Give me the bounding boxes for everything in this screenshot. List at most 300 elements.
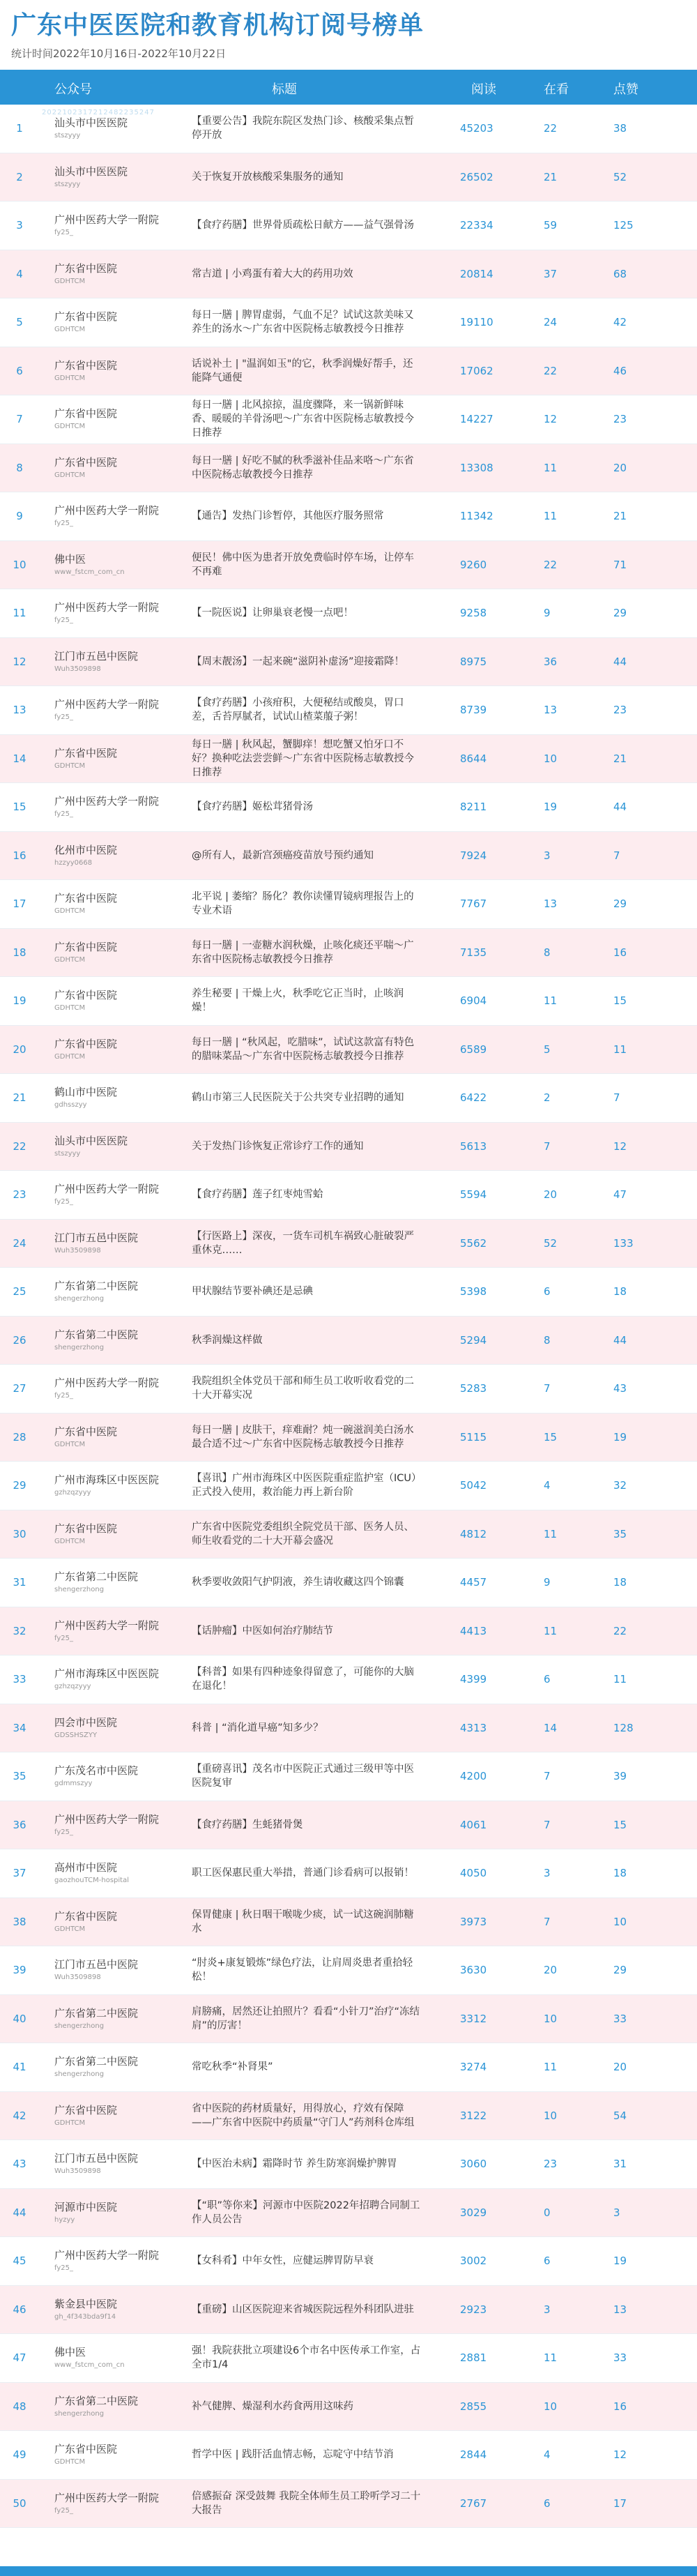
zai-cell: 7 [544,1139,551,1153]
account-cell [54,2140,180,2188]
table-row [0,638,697,687]
headline-cell[interactable]: 【科普】如果有四种迹象得留意了，可能你的大脑在退化！ [192,1667,414,1692]
table-row [0,2334,697,2383]
zai-cell: 10 [544,2012,558,2025]
table-row [0,1123,697,1172]
bottom-bar [0,2566,697,2576]
account-name[interactable]: 广东省中医院 [54,455,118,469]
rank-cell: 14 [13,752,26,765]
headline-cell[interactable]: 养生秘要 | 干燥上火，秋季吃它正当时，止咳润燥！ [192,988,404,1014]
account-id: Wuh3509898 [54,665,101,673]
account-cell [54,1704,180,1752]
headline-cell[interactable]: 【食疗药膳】莲子红枣炖雪蛤 [192,1189,323,1201]
headline-cell[interactable]: 每日一膳 | 秋风起，蟹脚痒！想吃蟹又怕牙口不好？换种吃法尝尝鲜～广东省中医院杨志敏教授今日推荐 [192,738,414,778]
account-name[interactable]: 广东省第二中医院 [54,2055,139,2068]
reads-cell: 4413 [460,1624,487,1637]
headline-cell[interactable]: 【中医治未病】霜降时节 养生防寒润燥护脾胃 [192,2158,397,2170]
account-name[interactable]: 化州市中医院 [54,843,118,856]
likes-cell: 16 [613,2400,627,2413]
zai-cell: 7 [544,1770,551,1783]
likes-cell: 35 [613,1527,627,1540]
account-name[interactable]: 广东省中医院 [54,1037,118,1050]
rank-cell: 40 [13,2012,26,2025]
account-cell [54,1462,180,1510]
headline-cell[interactable]: 每日一膳 | 一壶糖水润秋燥，止咳化痰还平喘～广东省中医院杨志敏教授今日推荐 [192,939,414,965]
headline-cell[interactable]: 常吉道 | 小鸡蛋有着大大的药用功效 [192,268,353,280]
account-id: stszyyy [54,180,81,188]
headline-cell[interactable]: 【重磅】山区医院迎来省城医院远程外科团队进驻 [192,2303,414,2315]
table-row [0,589,697,638]
rank-cell: 4 [16,267,23,280]
rank-cell: 38 [13,1915,26,1928]
zai-cell: 10 [544,2109,558,2122]
headline-cell[interactable]: 每日一膳 | 好吃不腻的秋季滋补佳品来咯～广东省中医院杨志敏教授今日推荐 [192,455,414,480]
account-name[interactable]: 广东省中医院 [54,2103,118,2116]
zai-cell: 4 [544,1479,551,1492]
header-account: 公众号 [54,82,92,97]
rank-cell: 2 [16,170,23,183]
likes-cell: 71 [613,558,627,571]
account-cell [54,1898,180,1946]
likes-cell: 21 [613,752,627,765]
reads-cell: 45203 [460,122,493,135]
headline-cell[interactable]: 每日一膳 | 皮肤干，痒难耐？炖一碗滋润美白汤水最合适不过～广东省中医院杨志敏教授今日推荐 [192,1424,414,1450]
account-name[interactable]: 广东省中医院 [54,989,118,1002]
headline-cell[interactable]: 每日一膳 | “秋风起，吃腊味”，试试这款富有特色的腊味菜品～广东省中医院杨志敏教授今日推荐 [192,1036,415,1062]
zai-cell: 9 [544,607,551,620]
likes-cell: 23 [613,704,627,717]
headline-cell[interactable]: 秋季润燥这样做 [192,1334,263,1346]
rank-cell: 43 [13,2158,26,2171]
likes-cell: 33 [613,2351,627,2365]
table-row [0,2286,697,2335]
likes-cell: 44 [613,655,627,668]
account-cell [54,444,180,492]
account-cell [54,783,180,831]
headline-cell[interactable]: 【行医路上】深夜，一货车司机车祸致心脏破裂严重休克…… [192,1230,414,1256]
headline-cell[interactable]: 秋季要收敛阳气护阴液，养生请收藏这四个锦囊 [192,1577,404,1589]
reads-cell: 4200 [460,1770,487,1783]
likes-cell: 22 [613,1624,627,1637]
likes-cell: 125 [613,219,634,232]
headline-cell[interactable]: 【女科肴】中年女性，应健运脾胃防早衰 [192,2255,374,2267]
table-row [0,2092,697,2141]
zai-cell: 8 [544,946,551,959]
account-name[interactable]: 江门市五邑中医院 [54,649,139,662]
zai-cell: 3 [544,1867,551,1880]
likes-cell: 47 [613,1188,627,1202]
reads-cell: 5398 [460,1285,487,1298]
headline-cell[interactable]: @所有人，最新宫颈癌疫苗放号预约通知 [192,849,374,861]
reads-cell: 4313 [460,1721,487,1734]
table-row [0,1220,697,1268]
account-cell [54,298,180,347]
account-id: fy25_ [54,520,73,528]
likes-cell: 7 [613,849,620,862]
likes-cell: 15 [613,994,627,1008]
table-row [0,250,697,299]
reads-cell: 2855 [460,2400,487,2413]
rank-cell: 12 [13,655,26,668]
account-name[interactable]: 广州市海珠区中医医院 [54,1667,160,1681]
likes-cell: 54 [613,2109,627,2122]
account-id: fy25_ [54,713,73,722]
headline-cell[interactable]: 常吃秋季“补肾果” [192,2061,273,2073]
account-id: GDHTCM [54,762,86,770]
likes-cell: 13 [613,2303,627,2316]
account-id: shengerzhong [54,1586,105,1594]
account-cell [54,2334,180,2382]
account-name[interactable]: 广州中医药大学一附院 [54,1183,160,1196]
zai-cell: 11 [544,510,558,523]
account-name[interactable]: 广州中医药大学一附院 [54,1377,160,1390]
account-id: GDHTCM [54,1537,86,1545]
likes-cell: 12 [613,1139,627,1153]
account-name[interactable]: 广东省中医院 [54,746,118,759]
table-row [0,2140,697,2189]
zai-cell: 37 [544,267,558,280]
zai-cell: 20 [544,1188,558,1202]
account-name[interactable]: 鹤山市中医院 [54,1086,118,1099]
zai-cell: 11 [544,994,558,1008]
account-name[interactable]: 广东省第二中医院 [54,1280,139,1293]
account-cell [54,1995,180,2043]
table-row [0,1074,697,1123]
account-name[interactable]: 广东省第二中医院 [54,1328,139,1341]
rank-cell: 46 [13,2303,26,2316]
headline-cell[interactable]: 【喜讯】广州市海珠区中医医院重症监护室（ICU）正式投入使用，救治能力再上新台阶 [192,1473,422,1499]
table-row [0,347,697,396]
reads-cell: 8211 [460,801,487,814]
zai-cell: 10 [544,2400,558,2413]
reads-cell: 3029 [460,2206,487,2219]
table-row [0,2237,697,2286]
account-name[interactable]: 四会市中医院 [54,1715,118,1729]
account-name[interactable]: 广州中医药大学一附院 [54,698,160,711]
table-row [0,929,697,978]
rank-cell: 41 [13,2061,26,2074]
headline-cell[interactable]: 【重磅喜讯】茂名市中医院正式通过三级甲等中医医院复审 [192,1764,414,1789]
account-id: GDHTCM [54,423,86,431]
reads-cell: 2844 [460,2448,487,2462]
zai-cell: 15 [544,1430,558,1444]
account-name[interactable]: 江门市五邑中医院 [54,2152,139,2165]
headline-cell[interactable]: 【食疗药膳】小孩疳积，大便秘结或酸臭，胃口差，舌苔厚腻者，试试山楂菜菔子粥！ [192,697,404,723]
account-name[interactable]: 广东省中医院 [54,1909,118,1923]
rank-cell: 10 [13,558,26,571]
table-row [0,2189,697,2238]
stats-period: 统计时间2022年10月16日-2022年10月22日 [11,47,227,60]
reads-cell: 2923 [460,2303,487,2316]
account-id: stszyyy [54,1149,81,1158]
headline-cell[interactable]: 保胃健康 | 秋日咽干喉咙少痰，试一试这碗润肺糖水 [192,1909,414,1934]
account-id: stszyyy [54,132,81,140]
account-name[interactable]: 广东省第二中医院 [54,2394,139,2407]
likes-cell: 68 [613,267,627,280]
account-cell [54,347,180,395]
account-name[interactable]: 广东省中医院 [54,1425,118,1438]
reads-cell: 20814 [460,267,493,280]
account-id: shengerzhong [54,2409,105,2418]
account-cell [54,832,180,880]
account-name[interactable]: 广州中医药大学一附院 [54,1812,160,1826]
account-name[interactable]: 佛中医 [54,2346,86,2359]
headline-cell[interactable]: “肘炎+康复锻炼”绿色疗法，让肩周炎患者重拾轻松！ [192,1957,413,1983]
table-row [0,1365,697,1414]
account-name[interactable]: 广东茂名市中医院 [54,1764,139,1778]
zai-cell: 19 [544,801,558,814]
likes-cell: 31 [613,2158,627,2171]
rank-cell: 19 [13,994,26,1008]
zai-cell: 11 [544,2351,558,2365]
zai-cell: 59 [544,219,558,232]
zai-cell: 36 [544,655,558,668]
zai-cell: 6 [544,2255,551,2268]
headline-cell[interactable]: 【食疗药膳】世界骨质疏松日献方——益气强骨汤 [192,220,414,232]
account-name[interactable]: 紫金县中医院 [54,2297,118,2310]
headline-cell[interactable]: 甲状腺结节要补碘还是忌碘 [192,1286,313,1298]
likes-cell: 42 [613,316,627,329]
headline-cell[interactable]: 关于恢复开放核酸采集服务的通知 [192,171,344,183]
account-cell [54,1026,180,1074]
account-name[interactable]: 佛中医 [54,552,86,566]
account-name[interactable]: 广州中医药大学一附院 [54,1619,160,1632]
rank-cell: 24 [13,1236,26,1250]
reads-cell: 9258 [460,607,487,620]
rank-cell: 49 [13,2448,26,2462]
account-id: GDHTCM [54,1004,86,1013]
rank-cell: 13 [13,704,26,717]
table-row [0,153,697,202]
headline-cell[interactable]: 【食疗药膳】生蚝猪骨煲 [192,1819,303,1831]
table-row [0,735,697,784]
table-row [0,832,697,881]
likes-cell: 17 [613,2497,627,2510]
headline-cell[interactable]: 【重要公告】我院东院区发热门诊、核酸采集点暂停开放 [192,116,414,142]
reads-cell: 5613 [460,1139,487,1153]
account-cell [54,2092,180,2140]
headline-cell[interactable]: 【话肿瘤】中医如何治疗肺结节 [192,1625,333,1637]
account-id: fy25_ [54,2506,73,2515]
reads-cell: 9260 [460,558,487,571]
account-name[interactable]: 广州中医药大学一附院 [54,795,160,808]
account-cell [54,1317,180,1365]
zai-cell: 5 [544,1043,551,1056]
likes-cell: 39 [613,1770,627,1783]
account-name[interactable]: 广州市海珠区中医医院 [54,1473,160,1487]
headline-cell[interactable]: 广东省中医院党委组织全院党员干部、医务人员、师生收看党的二十大开幕会盛况 [192,1521,414,1547]
account-cell [54,1171,180,1219]
headline-cell[interactable]: 职工医保惠民重大举措，普通门诊看病可以报销！ [192,1867,414,1879]
account-cell [54,929,180,977]
headline-cell[interactable]: 肩膀痛，居然还让拍照片？看看“小针刀”治疗“冻结肩”的厉害！ [192,2006,420,2031]
account-cell [54,1849,180,1897]
rank-cell: 5 [16,316,23,329]
headline-cell[interactable]: 话说补土 | "温润如玉"的它，秋季润燥好帮手，还能降气通便 [192,358,413,384]
rank-cell: 29 [13,1479,26,1492]
table-row [0,2480,697,2529]
table-row [0,1462,697,1510]
reads-cell: 3002 [460,2255,487,2268]
rank-cell: 33 [13,1673,26,1686]
headline-cell[interactable]: 科普 | “消化道早癌”知多少？ [192,1722,323,1734]
likes-cell: 19 [613,1430,627,1444]
reads-cell: 26502 [460,170,493,183]
account-name[interactable]: 汕头市中医医院 [54,116,128,130]
account-cell [54,202,180,250]
reads-cell: 3060 [460,2158,487,2171]
account-name[interactable]: 广州中医药大学一附院 [54,601,160,614]
account-id: gzhzqzyyy [54,1683,91,1691]
account-name[interactable]: 广东省中医院 [54,2443,118,2456]
headline-cell[interactable]: 省中医院的药材质量好，用得放心，疗效有保障——广东省中医院中药质量“守门人”药剂科仓库组 [192,2103,415,2128]
rank-cell: 45 [13,2255,26,2268]
zai-cell: 11 [544,1624,558,1637]
table-row [0,298,697,347]
headline-cell[interactable]: 【一院医说】让卵巢衰老慢一点吧！ [192,607,353,619]
table-row [0,1656,697,1704]
reads-cell: 4050 [460,1867,487,1880]
headline-cell[interactable]: 【食疗药膳】姬松茸猪骨汤 [192,801,313,813]
likes-cell: 20 [613,461,627,474]
account-id: shengerzhong [54,1343,105,1351]
zai-cell: 14 [544,1721,558,1734]
reads-cell: 11342 [460,510,493,523]
account-name[interactable]: 广东省中医院 [54,262,118,275]
account-cell [54,686,180,734]
account-name[interactable]: 汕头市中医医院 [54,1134,128,1147]
headline-cell[interactable]: 关于发热门诊恢复正常诊疗工作的通知 [192,1140,364,1152]
account-cell [54,638,180,686]
headline-cell[interactable]: 鹤山市第三人民医院关于公共突专业招聘的通知 [192,1092,404,1104]
reads-cell: 7924 [460,849,487,862]
zai-cell: 11 [544,1527,558,1540]
headline-cell[interactable]: 【通告】发热门诊暂停，其他医疗服务照常 [192,510,384,522]
headline-cell[interactable]: 北平说 | 萎缩？肠化？教你读懂胃镜病理报告上的专业术语 [192,891,414,917]
page-title: 广东中医医院和教育机构订阅号榜单 [11,11,424,40]
account-id: Wuh3509898 [54,2167,101,2176]
account-name[interactable]: 广东省中医院 [54,310,118,324]
table-row [0,1171,697,1220]
account-name[interactable]: 广东省第二中医院 [54,2006,139,2020]
account-cell [54,735,180,783]
account-name[interactable]: 广东省第二中医院 [54,1570,139,1584]
account-cell [54,1559,180,1607]
account-id: GDHTCM [54,1925,86,1933]
headline-cell[interactable]: 【“职”等你来】河源市中医院2022年招聘合同制工作人员公告 [192,2199,420,2225]
account-name[interactable]: 广东省中医院 [54,407,118,421]
headline-cell[interactable]: 每日一膳 | 脾胃虚弱，气血不足？试试这款美味又养生的汤水～广东省中医院杨志敏教授今日推荐 [192,310,414,335]
likes-cell: 38 [613,122,627,135]
account-cell [54,977,180,1025]
headline-cell[interactable]: 我院组织全体党员干部和师生员工收听收看党的二十大开幕实况 [192,1376,414,1402]
account-name[interactable]: 广州中医药大学一附院 [54,2249,160,2262]
likes-cell: 43 [613,1382,627,1395]
table-row [0,1752,697,1801]
account-name[interactable]: 广东省中医院 [54,358,118,372]
account-name[interactable]: 汕头市中医医院 [54,165,128,178]
account-id: GDHTCM [54,907,86,916]
zai-cell: 2 [544,1091,551,1105]
account-name[interactable]: 江门市五邑中医院 [54,1958,139,1971]
account-id: GDHTCM [54,2119,86,2127]
account-cell [54,1607,180,1656]
table-row [0,492,697,541]
account-name[interactable]: 高州市中医院 [54,1861,118,1874]
headline-cell[interactable]: 哲学中医 | 践肝活血情志畅，忘啶守中结节消 [192,2449,394,2461]
reads-cell: 19110 [460,316,493,329]
account-name[interactable]: 广东省中医院 [54,940,118,953]
likes-cell: 44 [613,801,627,814]
likes-cell: 16 [613,946,627,959]
table-row [0,1268,697,1317]
likes-cell: 18 [613,1576,627,1589]
account-id: fy25_ [54,1828,73,1836]
zai-cell: 6 [544,2497,551,2510]
rank-cell: 35 [13,1770,26,1783]
account-name[interactable]: 广州中医药大学一附院 [54,213,160,227]
reads-cell: 6904 [460,994,487,1008]
rank-cell: 8 [16,461,23,474]
zai-cell: 7 [544,1382,551,1395]
account-name[interactable]: 广东省中医院 [54,892,118,905]
likes-cell: 29 [613,1964,627,1977]
table-row [0,1995,697,2044]
rank-cell: 26 [13,1333,26,1347]
headline-cell[interactable]: 【周末靓汤】一起来碗“滋阴补虚汤”迎接霜降！ [192,656,405,667]
account-cell [54,1074,180,1122]
account-name[interactable]: 广州中医药大学一附院 [54,2491,160,2504]
account-id: fy25_ [54,616,73,625]
likes-cell: 3 [613,2206,620,2219]
account-name[interactable]: 河源市中医院 [54,2200,118,2213]
account-id: gzhzqzyyy [54,1489,91,1497]
table-row [0,1898,697,1947]
rank-cell: 17 [13,897,26,911]
reads-cell: 6422 [460,1091,487,1105]
likes-cell: 29 [613,897,627,911]
table-row [0,977,697,1026]
account-name[interactable]: 广州中医药大学一附院 [54,504,160,517]
account-name[interactable]: 广东省中医院 [54,1522,118,1535]
account-id: gdhsszyy [54,1101,87,1109]
account-name[interactable]: 江门市五邑中医院 [54,1231,139,1244]
headline-cell[interactable]: 倍感振奋 深受鼓舞 我院全体师生员工聆听学习二十大报告 [192,2490,421,2516]
account-cell [54,395,180,444]
reads-cell: 7135 [460,946,487,959]
reads-cell: 22334 [460,219,493,232]
rank-cell: 9 [16,510,23,523]
reads-cell: 3274 [460,2061,487,2074]
headline-cell[interactable]: 便民！佛中医为患者开放免费临时停车场，让停车不再难 [192,552,414,577]
reads-cell: 13308 [460,461,493,474]
likes-cell: 7 [613,1091,620,1105]
account-cell [54,2286,180,2334]
headline-cell[interactable]: 每日一膳 | 北风掠掠，温度骤降，来一锅新鲜味香、暖暖的羊骨汤吧～广东省中医院杨志敏教授今日推荐 [192,400,414,439]
table-header [0,70,697,106]
headline-cell[interactable]: 强！我院获批立项建设6个市名中医传承工作室，占全市1/4 [192,2345,421,2371]
account-id: GDHTCM [54,471,86,479]
account-cell [54,1801,180,1849]
zai-cell: 52 [544,1236,558,1250]
zai-cell: 12 [544,413,558,426]
reads-cell: 3973 [460,1915,487,1928]
headline-cell[interactable]: 补气健脾、燥湿利水药食两用这味药 [192,2400,353,2412]
account-id: shengerzhong [54,2022,105,2030]
account-id: GDHTCM [54,2458,86,2467]
table-row [0,1849,697,1898]
account-cell [54,250,180,298]
